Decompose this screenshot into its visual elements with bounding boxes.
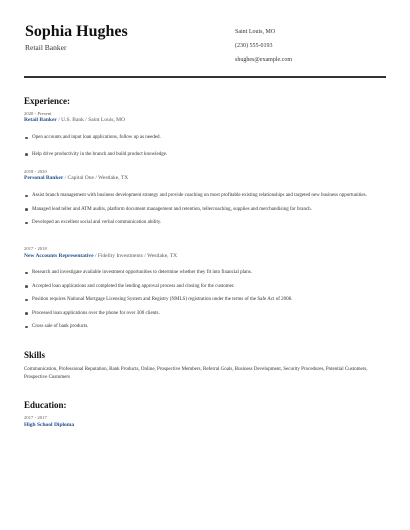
separator: / [64,175,68,181]
education-degree: High School Diploma [24,422,75,428]
job-title: Personal Banker [24,175,64,181]
job-location: Westlake, TX [98,175,129,181]
job-title: Retail Banker [24,117,57,123]
separator: / [85,117,89,123]
job-bullet: Developed an excellent social and verbal communication ability. [24,219,386,227]
job-bullet: Position requires National Mortgage Licensing System and Registry (NMLS) registration under the terms of the Safe Act of 2008. [24,296,386,304]
header-divider [24,76,386,78]
separator: / [95,175,99,181]
job-bullet: Open accounts and input loan applications, follow up as needed. [24,134,386,142]
skills-list: Communication, Professional Reputation, Bank Products, Online, Prospective Members, Referral Goals, Business Development, Security Procedures, Potential Customers, Prospective Customers [24,367,368,380]
job-dates: 2017 - 2018 [24,246,47,251]
candidate-title: Retail Banker [25,43,67,52]
job-bullets [24,192,386,227]
job-dates: 2020 - Present [24,111,52,116]
job-bullets [24,134,386,158]
job-bullet: Accepted loan applications and completed the lending approval process and closing for the customer. [24,283,386,291]
experience-heading: Experience: [24,96,70,106]
separator: / [58,117,62,123]
job-bullet: Processed loan applications over the phone for over 300 clients. [24,310,386,318]
candidate-name: Sophia Hughes [25,23,128,40]
job-bullet: Research and investigate available investment opportunities to determine whether they fit into financial plans. [24,269,386,277]
job-company: Fidelity Investments [97,253,143,259]
job-dates: 2018 - 2020 [24,169,47,174]
job-bullet: Help drive productivity in the branch and build product knowledge. [24,151,386,159]
job-location: Westlake, TX [147,253,178,259]
separator: / [144,253,148,259]
contact-block [235,28,292,70]
contact-phone: (230) 555-0193 [235,43,273,49]
job-bullet: Cross sale of bank products. [24,323,386,331]
separator: / [94,253,98,259]
job-bullet: Managed lead teller and ATM audits, platform document management and retention, tellercoaching, supplies and merchandising for branch. [24,206,386,214]
job-title: New Accounts Representative [24,253,94,259]
contact-email[interactable]: shughes@example.com [235,57,293,63]
education-heading: Education: [24,400,67,410]
job-bullets [24,269,386,331]
skills-heading: Skills [24,350,46,360]
job-header [24,117,125,123]
job-header [24,175,128,181]
job-company: Capital One [67,175,94,181]
job-location: Saint Louis, MO [88,117,126,123]
job-header [24,253,177,259]
education-dates: 2017 - 2017 [24,415,47,420]
job-bullet: Assist branch management with business development strategy and provide coaching on most profitable existing relationships and targeted new business opportunities. [24,192,386,200]
job-company: U.S. Bank [61,117,84,123]
contact-location: Saint Louis, MO [235,29,276,35]
